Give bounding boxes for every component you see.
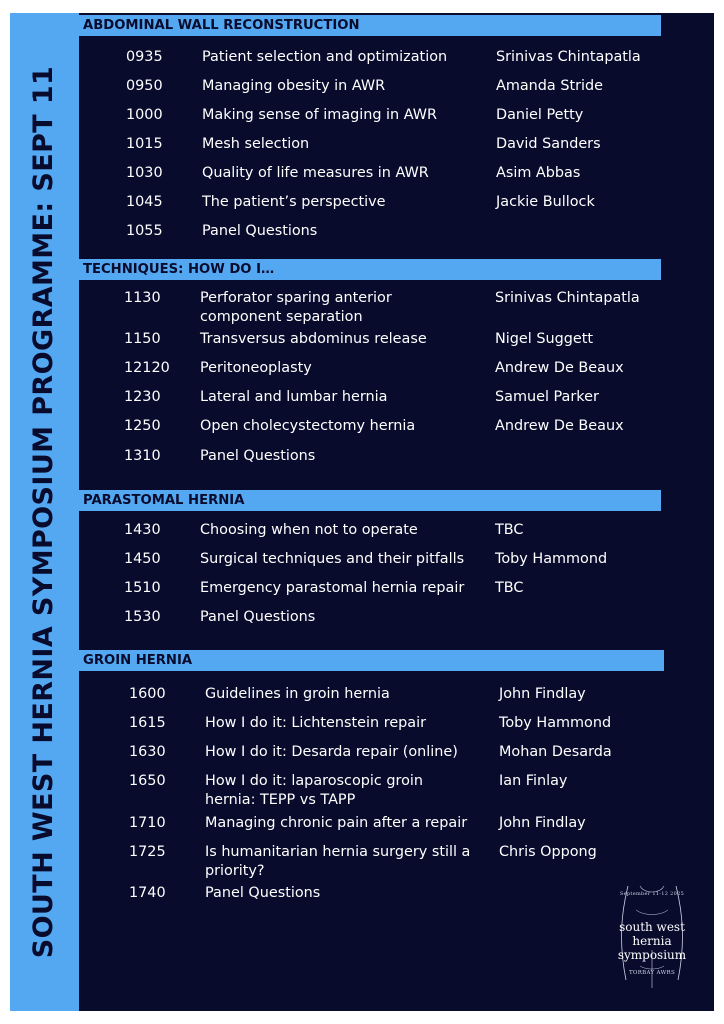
session-speaker: Andrew De Beaux	[495, 418, 624, 434]
session-time: 1650	[129, 773, 166, 789]
session-speaker: Nigel Suggett	[495, 331, 593, 347]
session-speaker: TBC	[495, 580, 524, 596]
logo-name-line1: south west hernia	[619, 920, 685, 948]
session-speaker: Toby Hammond	[495, 551, 608, 567]
session-speaker: Samuel Parker	[495, 389, 599, 405]
session-topic: Open cholecystectomy hernia	[200, 418, 416, 434]
session-topic: Panel Questions	[200, 609, 316, 625]
session-speaker: Ian Finlay	[499, 773, 568, 789]
session-time: 1230	[124, 389, 161, 405]
session-time: 1250	[124, 418, 161, 434]
session-topic: The patient’s perspective	[202, 194, 386, 210]
session-time: 1600	[129, 686, 166, 702]
session-time: 1530	[124, 609, 161, 625]
session-topic: Making sense of imaging in AWR	[202, 107, 438, 123]
session-topic: Transversus abdominus release	[200, 331, 427, 347]
session-time: 0950	[126, 78, 163, 94]
session-topic: Managing obesity in AWR	[202, 78, 386, 94]
section-heading-parastomal: PARASTOMAL HERNIA	[79, 490, 661, 511]
session-time: 1130	[124, 290, 161, 306]
session-time: 1030	[126, 165, 163, 181]
programme-title: SOUTH WEST HERNIA SYMPOSIUM PROGRAMME: SEPT 11	[28, 65, 59, 959]
session-speaker: Jackie Bullock	[496, 194, 595, 210]
session-topic: Emergency parastomal hernia repair	[200, 580, 465, 596]
logo-name	[600, 920, 704, 962]
session-time: 1055	[126, 223, 163, 239]
session-topic: Panel Questions	[202, 223, 318, 239]
session-speaker: Andrew De Beaux	[495, 360, 624, 376]
session-speaker: Toby Hammond	[499, 715, 612, 731]
session-time: 1150	[124, 331, 161, 347]
session-topic: Guidelines in groin hernia	[205, 686, 390, 702]
session-speaker: Mohan Desarda	[499, 744, 612, 760]
session-topic: Mesh selection	[202, 136, 310, 152]
section-heading-techniques: TECHNIQUES: HOW DO I…	[79, 259, 661, 280]
session-time: 1310	[124, 448, 161, 464]
session-topic: How I do it: laparoscopic groin hernia: TEPP vs TAPP	[205, 773, 424, 808]
session-topic: Is humanitarian hernia surgery still a priority?	[205, 844, 471, 879]
session-speaker: John Findlay	[499, 686, 586, 702]
logo-name-line2: symposium	[617, 948, 687, 962]
session-topic: Patient selection and optimization	[202, 49, 448, 65]
session-topic: Panel Questions	[200, 448, 316, 464]
session-time: 0935	[126, 49, 163, 65]
session-time: 1015	[126, 136, 163, 152]
section-heading-groin: GROIN HERNIA	[79, 650, 664, 671]
session-topic: Managing chronic pain after a repair	[205, 815, 468, 831]
section-heading-abdominal-wall: ABDOMINAL WALL RECONSTRUCTION	[79, 15, 661, 36]
session-topic: How I do it: Lichtenstein repair	[205, 715, 427, 731]
session-time: 1725	[129, 844, 166, 860]
session-time: 1630	[129, 744, 166, 760]
session-speaker: Asim Abbas	[496, 165, 581, 181]
session-speaker: Srinivas Chintapatla	[495, 290, 640, 306]
session-time: 1740	[129, 885, 166, 901]
session-time: 1000	[126, 107, 163, 123]
symposium-logo	[600, 880, 704, 990]
session-topic: Surgical techniques and their pitfalls	[200, 551, 465, 567]
session-time: 12120	[124, 360, 170, 376]
session-topic: Panel Questions	[205, 885, 321, 901]
session-speaker: Chris Oppong	[499, 844, 597, 860]
session-topic: Peritoneoplasty	[200, 360, 312, 376]
session-topic: Choosing when not to operate	[200, 522, 418, 538]
session-time: 1510	[124, 580, 161, 596]
session-time: 1045	[126, 194, 163, 210]
session-time: 1710	[129, 815, 166, 831]
session-time: 1615	[129, 715, 166, 731]
logo-footer: TORBAY AWRS	[628, 970, 676, 976]
session-speaker: John Findlay	[499, 815, 586, 831]
session-speaker: Daniel Petty	[496, 107, 584, 123]
session-speaker: Amanda Stride	[496, 78, 604, 94]
session-speaker: Srinivas Chintapatla	[496, 49, 641, 65]
session-topic: How I do it: Desarda repair (online)	[205, 744, 458, 760]
session-speaker: David Sanders	[496, 136, 601, 152]
session-time: 1430	[124, 522, 161, 538]
session-topic: Perforator sparing anterior component separation	[200, 290, 392, 325]
session-speaker: TBC	[495, 522, 524, 538]
session-topic: Lateral and lumbar hernia	[200, 389, 388, 405]
logo-date: September 11-12 2025	[619, 891, 685, 897]
session-time: 1450	[124, 551, 161, 567]
session-topic: Quality of life measures in AWR	[202, 165, 429, 181]
